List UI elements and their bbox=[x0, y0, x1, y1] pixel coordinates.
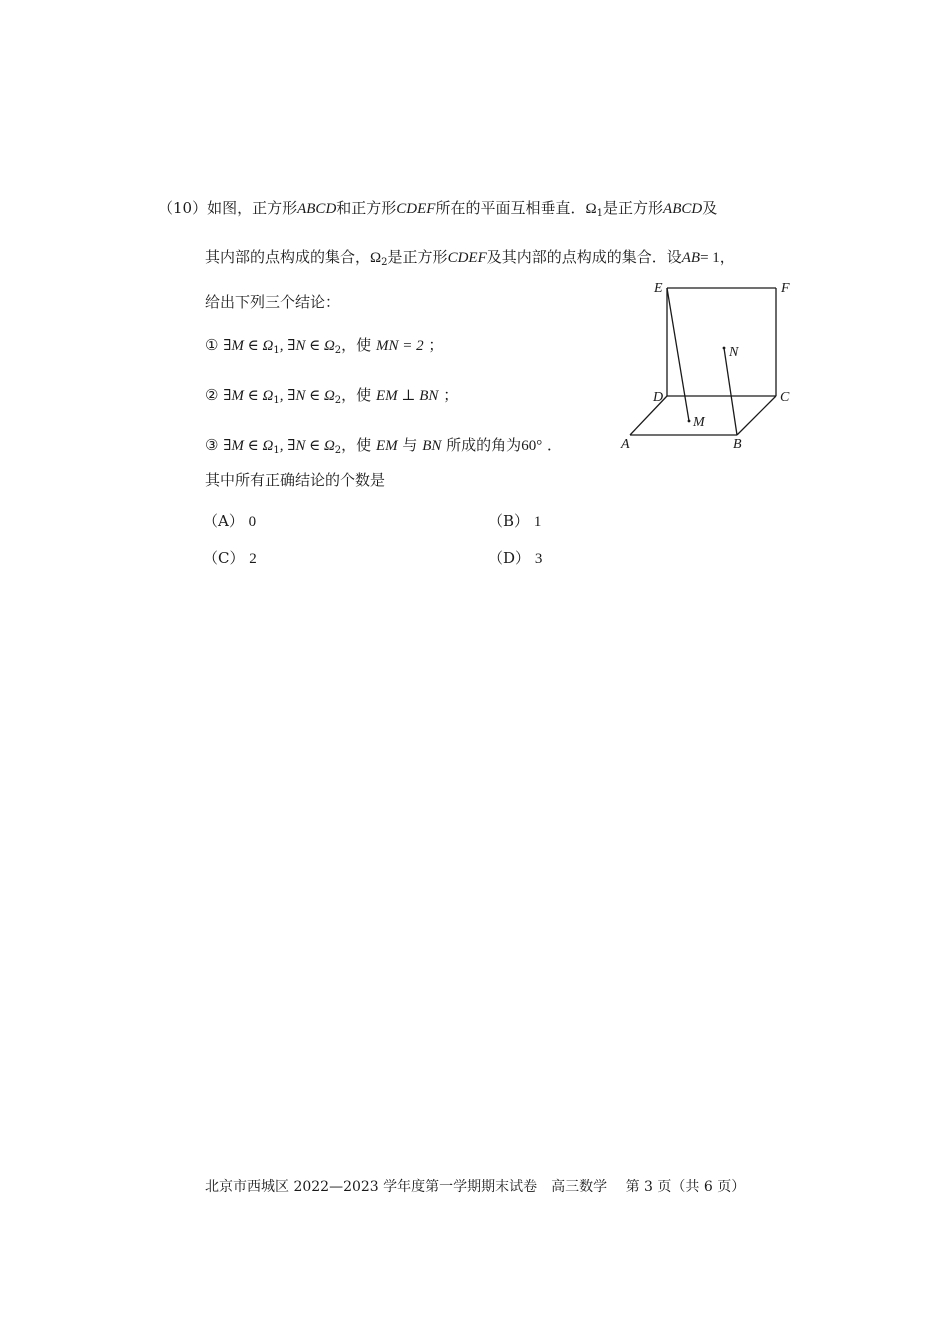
edge-bc bbox=[737, 396, 776, 435]
option-c[interactable]: （C） 2 bbox=[203, 549, 257, 567]
question-line-2: 其内部的点构成的集合，$\Omega_2$是正方形CDEF及其内部的点构成的集合．设AB= 1， bbox=[205, 248, 735, 268]
geometry-figure bbox=[610, 270, 800, 460]
question-line-3: 给出下列三个结论： bbox=[205, 293, 341, 311]
page-footer: 北京市西城区 2022—2023 学年度第一学期期末试卷 高三数学 第 3 页（共 6 页） bbox=[205, 1179, 746, 1195]
point-m bbox=[688, 420, 691, 423]
option-a[interactable]: （A） 0 bbox=[203, 512, 257, 530]
point-n bbox=[723, 347, 726, 350]
statement-3: ③ ∃M ∈ $\Omega_1$, ∃N ∈ $\Omega_2$，使 EM 与 BN 所成的角为60° ． bbox=[205, 436, 562, 456]
option-d[interactable]: （D） 3 bbox=[488, 549, 543, 567]
statement-1: ① ∃M ∈ $\Omega_1$, ∃N ∈ $\Omega_2$，使 MN = 2 ； bbox=[205, 336, 444, 356]
label-b: B bbox=[733, 437, 742, 452]
statement-2: ② ∃M ∈ $\Omega_1$, ∃N ∈ $\Omega_2$，使 EM ⊥ BN ； bbox=[205, 386, 459, 406]
label-n: N bbox=[729, 345, 739, 360]
label-e: E bbox=[654, 281, 663, 296]
question-line-1: （10）如图，正方形ABCD和正方形CDEF所在的平面互相垂直．$\Omega_1$是正方形ABCD及 bbox=[158, 199, 718, 219]
label-f: F bbox=[781, 281, 790, 296]
segment-em bbox=[667, 288, 689, 421]
label-d: D bbox=[653, 390, 664, 405]
question-prompt: 其中所有正确结论的个数是 bbox=[205, 471, 386, 489]
label-a: A bbox=[621, 437, 630, 452]
segment-bn bbox=[724, 348, 737, 435]
label-c: C bbox=[780, 390, 790, 405]
label-m: M bbox=[693, 415, 705, 430]
question-number: （10） bbox=[158, 199, 208, 217]
option-b[interactable]: （B） 1 bbox=[488, 512, 542, 530]
